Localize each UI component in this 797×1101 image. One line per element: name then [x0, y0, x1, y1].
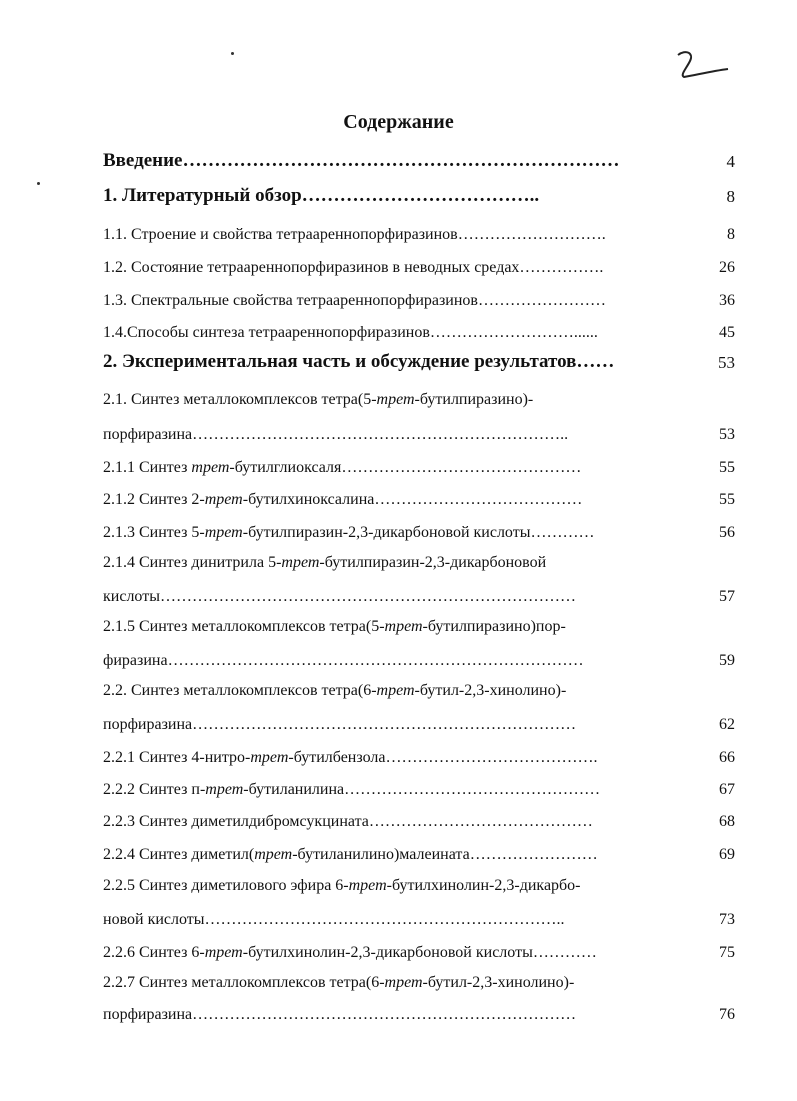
toc-entry [103, 805, 735, 833]
toc-entry [103, 347, 735, 375]
toc-page-number: 62 [719, 716, 735, 733]
toc-page-number: 36 [719, 292, 735, 309]
toc-entry-text: 2.1. Синтез металлокомплексов тетра(5-трет-бутилпиразино)- [103, 391, 534, 408]
toc-entry-text: порфиразина……………………………………………………………… [103, 716, 577, 733]
toc-entry [103, 612, 735, 638]
toc-entry [103, 644, 735, 672]
toc-page-number: 59 [719, 652, 735, 669]
toc-entry-text: 2.2.7 Синтез металлокомплексов тетра(6-трет-бутил-2,3-хинолино)- [103, 974, 575, 991]
toc-page-number: 69 [719, 846, 735, 863]
toc-page-number: 67 [719, 781, 735, 798]
toc-entry [103, 708, 735, 736]
toc-entry [103, 871, 735, 897]
speck-mark [37, 182, 40, 185]
toc-entry [103, 251, 735, 279]
toc-entry [103, 218, 735, 246]
toc-entry-text: 2.2.2 Синтез п-трет-бутиланилина………………………………………… [103, 781, 601, 798]
toc-page-number: 55 [719, 459, 735, 476]
speck-mark [231, 52, 234, 55]
toc-entry [103, 741, 735, 769]
toc-entry [103, 516, 735, 544]
toc-entry [103, 451, 735, 479]
toc-entry-text: Введение…………………………………………………………… [103, 150, 620, 171]
toc-page-number: 73 [719, 911, 735, 928]
toc-entry [103, 316, 735, 344]
toc-entry [103, 181, 735, 209]
toc-entry [103, 838, 735, 866]
toc-entry [103, 676, 735, 702]
toc-page-number: 76 [719, 1006, 735, 1023]
toc-entry-text: 2. Экспериментальная часть и обсуждение результатов…… [103, 351, 615, 372]
toc-entry-text: 1.2. Состояние тетраареннопорфиразинов в неводных средах……………. [103, 259, 604, 276]
toc-entry [103, 418, 735, 446]
toc-page-number: 45 [719, 324, 735, 341]
toc-entry-text: 2.1.3 Синтез 5-трет-бутилпиразин-2,3-дикарбоновой кислоты………… [103, 524, 595, 541]
toc-entry-text: 2.1.2 Синтез 2-трет-бутилхиноксалина………………………………… [103, 491, 583, 508]
toc-page-number: 66 [719, 749, 735, 766]
toc-entry [103, 385, 735, 411]
toc-page-number: 26 [719, 259, 735, 276]
toc-entry-text: 1. Литературный обзор……………………………….. [103, 185, 540, 206]
toc-entry-text: 2.1.4 Синтез динитрила 5-трет-бутилпиразин-2,3-дикарбоновой [103, 554, 547, 571]
toc-entry [103, 936, 735, 964]
toc-entry-text: фиразина…………………………………………………………………… [103, 652, 584, 669]
toc-title: Содержание [343, 111, 454, 133]
toc-page-number: 68 [719, 813, 735, 830]
toc-entry-text: новой кислоты………………………………………………………….. [103, 911, 565, 928]
toc-entry [103, 998, 735, 1026]
toc-entry-text: 2.1.1 Синтез трет-бутилглиоксаля……………………………………… [103, 459, 582, 476]
toc-page-number: 75 [719, 944, 735, 961]
toc-entry [103, 903, 735, 931]
toc-entry-text: 2.2.5 Синтез диметилового эфира 6-трет-бутилхинолин-2,3-дикарбо- [103, 877, 581, 894]
toc-entry-text: 2.2. Синтез металлокомплексов тетра(6-трет-бутил-2,3-хинолино)- [103, 682, 567, 699]
toc-entry-text: порфиразина……………………………………………………………… [103, 1006, 577, 1023]
toc-entry [103, 483, 735, 511]
toc-entry-text: порфиразина…………………………………………………………….. [103, 426, 569, 443]
toc-entry-text: 2.2.3 Синтез диметилдибромсукцината…………………………………… [103, 813, 593, 830]
toc-page-number: 4 [726, 152, 735, 171]
toc-entry [103, 580, 735, 608]
toc-entry-text: 2.2.1 Синтез 4-нитро-трет-бутилбензола…………………………………. [103, 749, 598, 766]
toc-page-number: 53 [718, 353, 735, 372]
toc-entry [103, 284, 735, 312]
toc-entry [103, 773, 735, 801]
toc-entry-text: 2.1.5 Синтез металлокомплексов тетра(5-трет-бутилпиразино)пор- [103, 618, 566, 635]
handwritten-mark-icon [672, 45, 732, 85]
toc-entry [103, 968, 735, 994]
toc-entry-text: 1.1. Строение и свойства тетраареннопорфиразинов………………………. [103, 226, 606, 243]
toc-entry [103, 548, 735, 574]
toc-page-number: 8 [727, 226, 735, 243]
toc-page-number: 53 [719, 426, 735, 443]
toc-entry-text: 2.2.4 Синтез диметил(трет-бутиланилино)малеината…………………… [103, 846, 598, 863]
toc-entry-text: 1.4.Способы синтеза тетраареннопорфиразинов………………………...... [103, 324, 598, 341]
toc-page-number: 56 [719, 524, 735, 541]
toc-entry [103, 146, 735, 174]
toc-page-number: 57 [719, 588, 735, 605]
toc-entry-text: 2.2.6 Синтез 6-трет-бутилхинолин-2,3-дикарбоновой кислоты………… [103, 944, 597, 961]
toc-page-number: 8 [726, 187, 735, 206]
toc-page-number: 55 [719, 491, 735, 508]
toc-entry-text: 1.3. Спектральные свойства тетраареннопорфиразинов…………………… [103, 292, 606, 309]
toc-entry-text: кислоты…………………………………………………………………… [103, 588, 576, 605]
